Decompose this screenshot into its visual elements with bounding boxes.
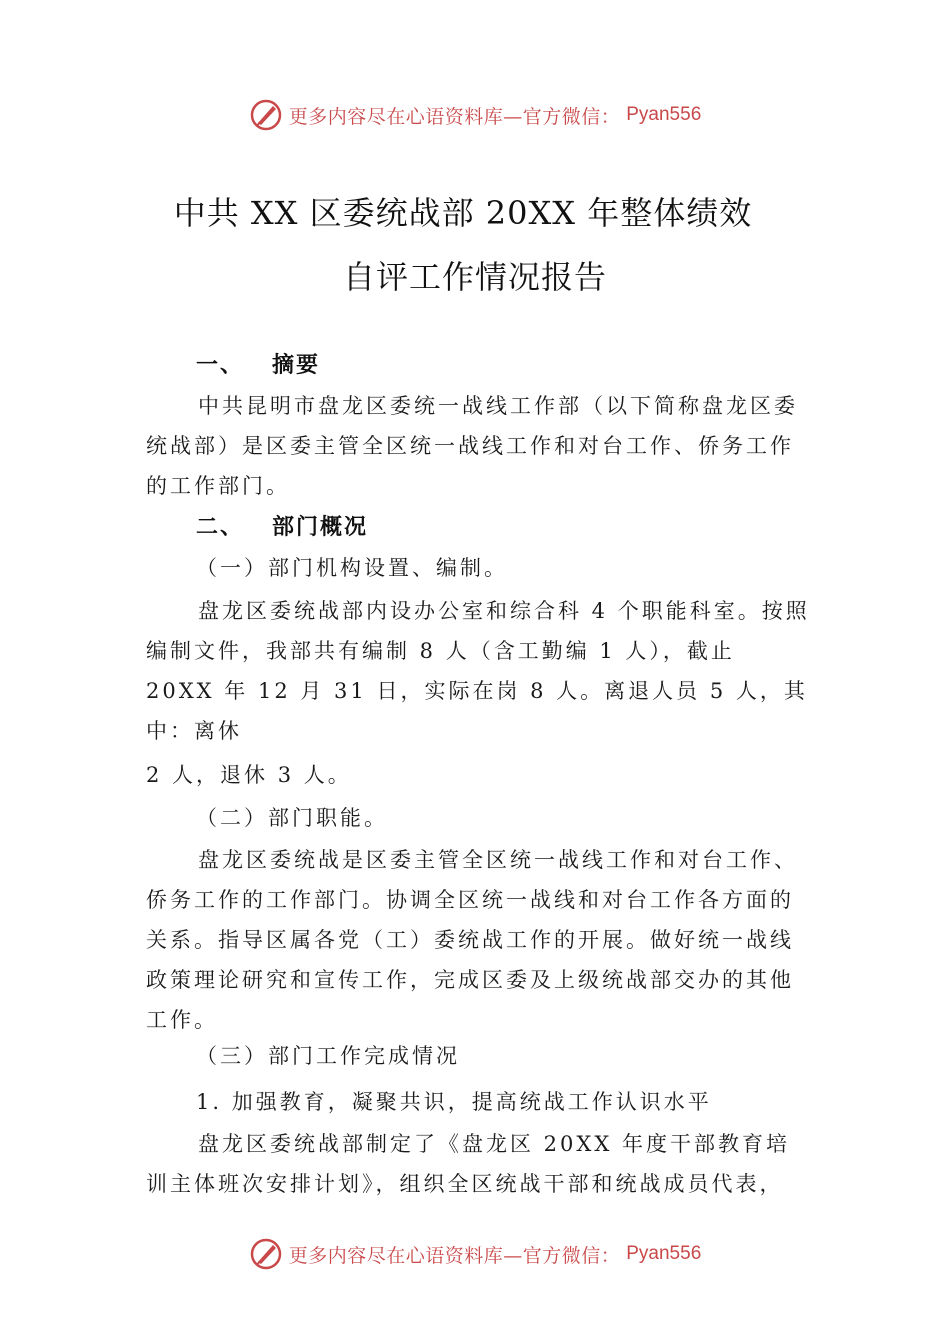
section-number: 一、 (196, 353, 245, 378)
quill-logo-icon (249, 98, 283, 132)
work-item-1-title: 1. 加强教育，凝聚共识，提高统战工作认识水平 (196, 1090, 712, 1114)
quill-logo-icon (249, 1237, 283, 1271)
section-heading-overview (196, 510, 368, 541)
subheading-structure: （一）部门机构设置、编制。 (196, 556, 508, 580)
header-watermark (0, 97, 950, 133)
document-title-line-1: 中共 XX 区委统战部 20XX 年整体绩效 (173, 194, 753, 232)
section-heading-summary (196, 348, 320, 379)
watermark-wechat-id: Pyan556 (626, 104, 702, 125)
functions-paragraph: 盘龙区委统战是区委主管全区统一战线工作和对台工作、侨务工作的工作部门。协调全区统一战线和对台工作各方面的关系。指导区属各党（工）委统战工作的开展。做好统一战线政策理论研究和宣传工作，完成区委及上级统战部交办的其他工作。 (146, 848, 798, 1032)
watermark-wechat-id: Pyan556 (626, 1243, 702, 1264)
footer-watermark (0, 1236, 950, 1272)
section-title: 摘要 (272, 353, 321, 378)
section-number: 二、 (196, 515, 245, 540)
structure-paragraph: 盘龙区委统战部内设办公室和综合科 4 个职能科室。按照编制文件，我部共有编制 8 人（含工勤编 1 人），截止 20XX 年 12 月 31 日，实际在岗 8 人。离退人员 5 人，其中：离休 (146, 599, 810, 743)
work-item-1-paragraph: 盘龙区委统战部制定了《盘龙区 20XX 年度干部教育培训主体班次安排计划》，组织全区统战干部和统战成员代表， (146, 1132, 790, 1196)
watermark-text: 更多内容尽在心语资料库—官方微信： (288, 105, 621, 128)
watermark-text: 更多内容尽在心语资料库—官方微信： (288, 1244, 621, 1267)
document-title-line-2: 自评工作情况报告 (342, 258, 607, 296)
subheading-functions: （二）部门职能。 (196, 806, 388, 830)
summary-paragraph: 中共昆明市盘龙区委统一战线工作部（以下简称盘龙区委统战部）是区委主管全区统一战线工作和对台工作、侨务工作的工作部门。 (146, 394, 798, 498)
structure-paragraph-cont: 2 人，退休 3 人。 (146, 763, 352, 787)
section-title: 部门概况 (272, 515, 369, 540)
subheading-work-completion: （三）部门工作完成情况 (196, 1044, 460, 1068)
